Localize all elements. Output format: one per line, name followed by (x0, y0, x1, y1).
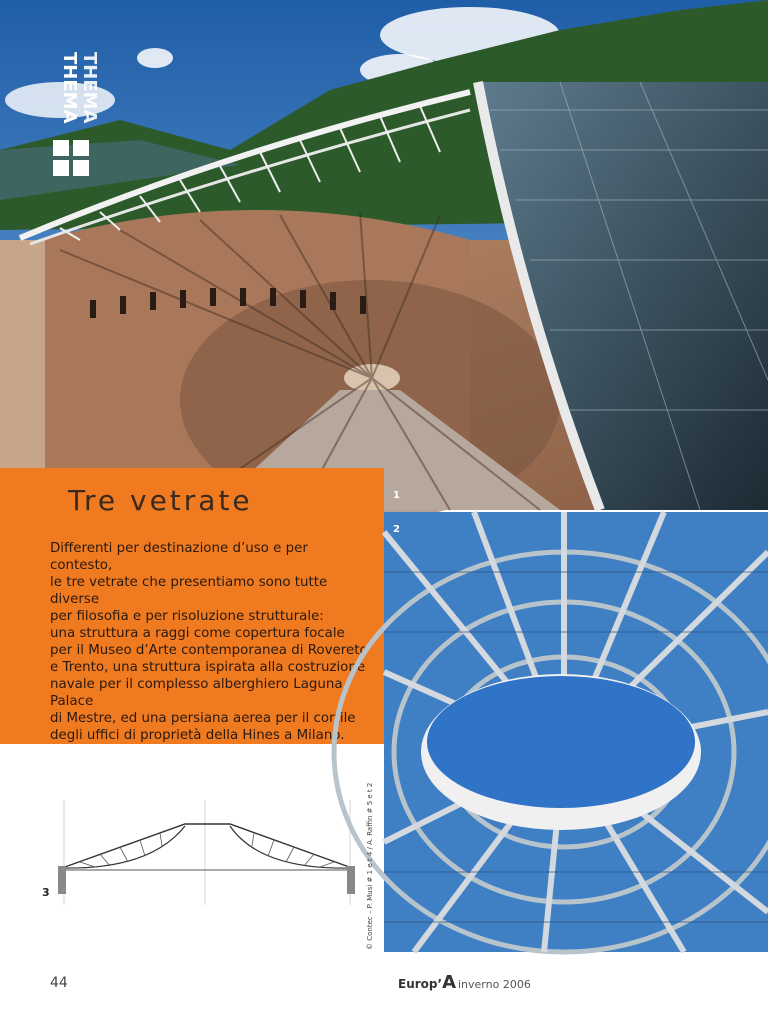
issue-label: inverno 2006 (458, 978, 531, 991)
photo-glass-dome-graphic (384, 512, 768, 952)
figure-number-3: 3 (42, 886, 50, 899)
photo-museum-dome (0, 0, 768, 510)
photo-glass-dome (384, 512, 768, 952)
page-number: 44 (50, 975, 68, 991)
figure-number-1: 1 (393, 490, 400, 501)
footer-brand (398, 972, 531, 993)
page-title: Tre vetrate (68, 484, 253, 517)
section-label-text-2: THEMA (79, 52, 100, 124)
photo-museum-dome-graphic (0, 0, 768, 510)
intro-paragraph: Differenti per destinazione d’uso e per contesto, le tre vetrate che presentiamo sono tutte diverse per filosofia e per risoluzione strutturale: una struttura a raggi come copertura focale per il Museo d’Arte contemporanea di Rovereto e Trento, una struttura ispirata alla costruzione navale per il complesso alberghiero Laguna Palace di Mestre, ed una persiana aerea per il cortile degli uffici di proprietà della Hines a Milano. (50, 541, 368, 743)
section-drawing (40, 790, 370, 910)
section-label-text-1: THEMA (59, 52, 80, 124)
section-drawing-graphic (40, 790, 370, 910)
section-label (52, 52, 100, 130)
brand-letter: A (442, 972, 456, 993)
figure-number-2: 2 (393, 524, 400, 535)
section-label-graphic (52, 52, 100, 130)
section-logo-squares (53, 140, 89, 176)
photo-credit: © Contec – P. Musi # 1 e t 4 / A. Raffin # 5 e t 2 (366, 782, 374, 950)
brand-prefix: Europ’ (398, 977, 443, 991)
